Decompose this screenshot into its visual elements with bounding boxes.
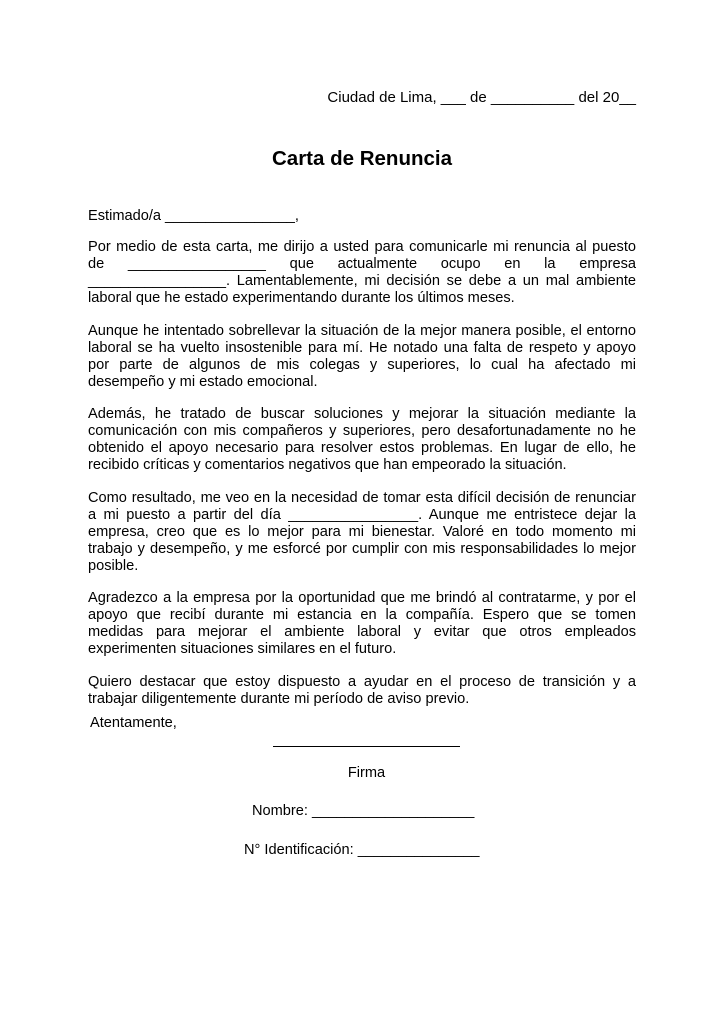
paragraph-6: Quiero destacar que estoy dispuesto a ayudar en el proceso de transición y a trabajar diligentemente durante mi período de aviso previo. bbox=[88, 673, 641, 707]
paragraph-5: Agradezco a la empresa por la oportunidad que me brindó al contratarme, y por el apoyo que recibí durante mi estancia en la compañía. Espero que se tomen medidas para mejorar el ambiente laboral y evitar que otros empleados experimenten situaciones similares en el futuro. bbox=[88, 590, 641, 657]
paragraph-2: Aunque he intentado sobrellevar la situación de la mejor manera posible, el entorno laboral se ha vuelto insostenible para mí. He notado una falta de respeto y apoyo por parte de algunos de mis colegas y superiores, lo cual ha afectado mi desempeño y mi estado emocional. bbox=[88, 322, 641, 390]
paragraph-4: Como resultado, me veo en la necesidad de tomar esta difícil decisión de renunciar a mi puesto a partir del día ________________. Aunque me entristece dejar la empresa, creo que es lo mejor para mi bienestar. Valoré en todo momento mi trabajo y desempeño, y me esforcé por cumplir con mis responsabilidades lo mejor posible. bbox=[88, 489, 641, 574]
id-field-line: N° Identificación: _______________ bbox=[244, 842, 480, 858]
paragraph-1: Por medio de esta carta, me dirijo a usted para comunicarle mi renuncia al puesto de _________________ que actualmente ocupo en la empresa _________________. Lamentablemente, mi decisión se debe a un mal ambiente laboral que he estado experimentando durante los últimos meses. bbox=[88, 239, 641, 306]
name-field-line: Nombre: ____________________ bbox=[252, 803, 475, 819]
signature-line bbox=[273, 746, 460, 747]
paragraph-3: Además, he tratado de buscar soluciones y mejorar la situación mediante la comunicación con mis compañeros y superiores, pero desafortunadamente no he obtenido el apoyo necesario para resolver estos problemas. En lugar de ello, he recibido críticas y comentarios negativos que han empeorado la situación. bbox=[88, 406, 641, 473]
signature-label: Firma bbox=[347, 765, 386, 781]
salutation: Estimado/a ________________, bbox=[88, 208, 299, 224]
letter-title: Carta de Renuncia bbox=[272, 147, 452, 170]
city-date-line: Ciudad de Lima, ___ de __________ del 20__ bbox=[327, 89, 636, 106]
letter-body bbox=[88, 239, 641, 723]
closing: Atentamente, bbox=[90, 715, 177, 731]
